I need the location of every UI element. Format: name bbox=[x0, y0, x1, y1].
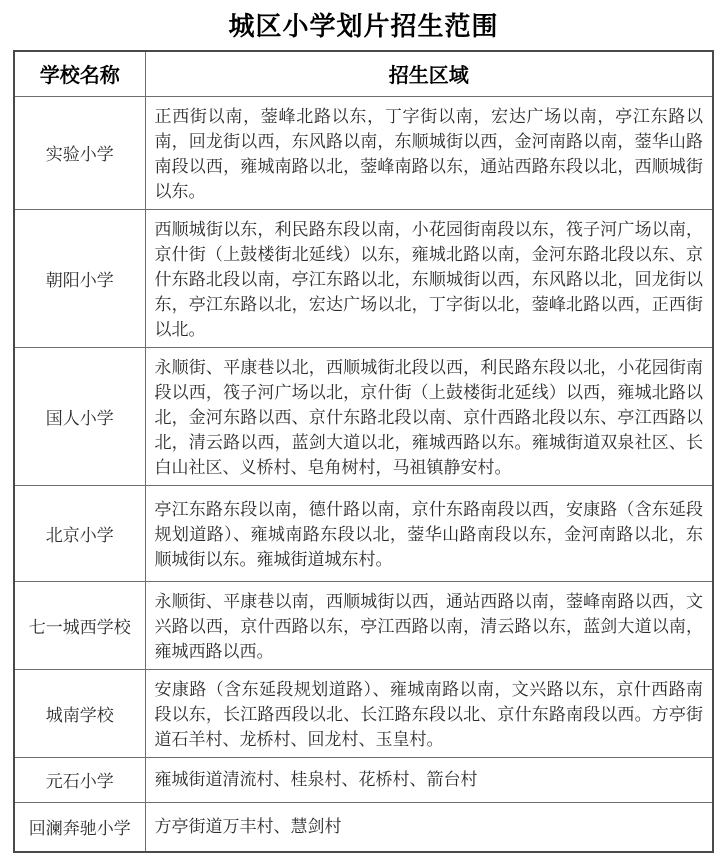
school-name-cell: 七一城西学校 bbox=[14, 581, 145, 669]
enrollment-area-cell: 方亭街道万丰村、慧剑村 bbox=[145, 802, 713, 852]
enrollment-area-cell: 西顺城街以东，利民路东段以南，小花园街南段以东，筏子河广场以南，京什街（上鼓楼街北延线）以东，雍城北路以南，金河东路北段以东、京什东路北段以南，亭江东路以北，东顺城街以西，东风路以北，回龙街以东，亭江东路以北，宏达广场以北，丁字街以北，蓥峰北路以西，正西街以北。 bbox=[145, 209, 713, 347]
enrollment-area-cell: 正西街以南，蓥峰北路以东，丁字街以南，宏达广场以南，亭江东路以南，回龙街以西，东风路以南，东顺城街以西，金河南路以南，蓥华山路南段以西，雍城南路以北，蓥峰南路以东，通站西路东段以北，西顺城街以东。 bbox=[145, 96, 713, 209]
school-name-cell: 城南学校 bbox=[14, 669, 145, 757]
school-name-cell: 元石小学 bbox=[14, 757, 145, 802]
enrollment-area-cell: 永顺街、平康巷以北，西顺城街北段以西，利民路东段以北，小花园街南段以西，筏子河广场以北，京什街（上鼓楼街北延线）以西，雍城北路以北，金河东路以西、京什东路北段以南、京什西路北段以东、亭江西路以北，清云路以西，蓝剑大道以北，雍城西路以东。雍城街道双泉社区、长白山社区、义桥村、皂角树村，马祖镇静安村。 bbox=[145, 347, 713, 485]
enrollment-area-cell: 永顺街、平康巷以南，西顺城街以西，通站西路以南，蓥峰南路以西，文兴路以西，京什西路以东，亭江西路以南，清云路以东，蓝剑大道以南，雍城西路以西。 bbox=[145, 581, 713, 669]
enrollment-area-cell: 雍城街道清流村、桂泉村、花桥村、箭台村 bbox=[145, 757, 713, 802]
column-header-school: 学校名称 bbox=[14, 51, 145, 96]
column-header-area: 招生区域 bbox=[145, 51, 713, 96]
table-header-row bbox=[14, 51, 713, 96]
table-row bbox=[14, 581, 713, 669]
page-title: 城区小学划片招生范围 bbox=[228, 12, 499, 42]
table-row bbox=[14, 347, 713, 485]
table-row bbox=[14, 485, 713, 581]
table-row bbox=[14, 757, 713, 802]
school-name-cell: 北京小学 bbox=[14, 485, 145, 581]
enrollment-area-cell: 亭江东路东段以南，德什路以南，京什东路南段以西，安康路（含东延段规划道路）、雍城南路东段以北，蓥华山路南段以东，金河南路以北，东顺城街以东。雍城街道城东村。 bbox=[145, 485, 713, 581]
enrollment-table bbox=[13, 50, 714, 853]
table-row bbox=[14, 669, 713, 757]
table-row bbox=[14, 209, 713, 347]
table-row bbox=[14, 802, 713, 852]
school-name-cell: 国人小学 bbox=[14, 347, 145, 485]
table-row bbox=[14, 96, 713, 209]
school-name-cell: 回澜奔驰小学 bbox=[14, 802, 145, 852]
enrollment-area-cell: 安康路（含东延段规划道路）、雍城南路以南，文兴路以东，京什西路南段以东，长江路西段以北、长江路东段以北、京什东路南段以西。方亭街道石羊村、龙桥村、回龙村、玉皇村。 bbox=[145, 669, 713, 757]
school-name-cell: 朝阳小学 bbox=[14, 209, 145, 347]
school-name-cell: 实验小学 bbox=[14, 96, 145, 209]
